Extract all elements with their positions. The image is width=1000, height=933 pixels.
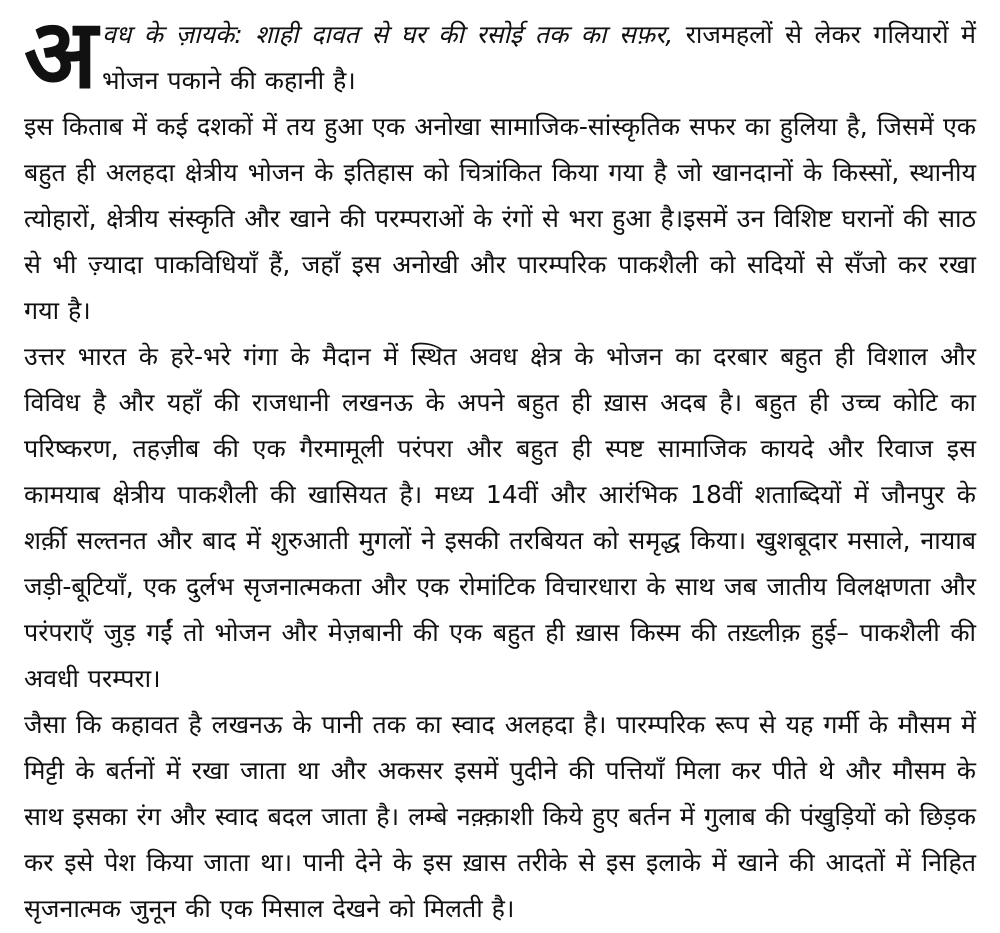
drop-cap: अ xyxy=(24,0,98,110)
body-paragraph-2: उत्तर भारत के हरे-भरे गंगा के मैदान में स्थित अवध क्षेत्र के भोजन का दरबार बहुत ही विशाल और विविध है और यहाँ की राजधानी लखनऊ के अपने बहुत ही ख़ास अदब है। बहुत ही उच्च कोटि का परिष्करण, तहज़ीब की एक गैरमामूली परंपरा और बहुत ही स्पष्ट सामाजिक कायदे और रिवाज इस कामयाब क्षेत्रीय पाकशैली की खासियत है। मध्य 14वीं और आरंभिक 18वीं शताब्दियों में जौनपुर के शर्क़ी सल्तनत और बाद में शुरुआती मुगलों ने इसकी तरबियत को समृद्ध किया। खुशबूदार मसाले, नायाब जड़ी-बूटियाँ, एक दुर्लभ सृजनात्मकता और एक रोमांटिक विचारधारा के साथ जब जातीय विलक्षणता और परंपराएँ जुड़ गईं तो भोजन और मेज़बानी की एक बहुत ही ख़ास किस्म की तख़्लीक़ हुई– पाकशैली की अवधी परम्परा। xyxy=(24,342,976,693)
body-paragraph-1: इस किताब में कई दशकों में तय हुआ एक अनोखा सामाजिक-सांस्कृतिक सफर का हुलिया है, जिसमें एक बहुत ही अलहदा क्षेत्रीय भोजन के इतिहास को चित्रांकित किया गया है जो खानदानों के किस्सों, स्थानीय त्योहारों, क्षेत्रीय संस्कृति और खाने की परम्पराओं के रंगों से भरा हुआ है।इसमें उन विशिष्ट घरानों की साठ से भी ज़्यादा पाकविधियाँ हैं, जहाँ इस अनोखी और पारम्परिक पाकशैली को सदियों से सँजो कर रखा गया है। xyxy=(24,112,976,325)
intro-paragraph xyxy=(24,0,976,110)
body-paragraph-3: जैसा कि कहावत है लखनऊ के पानी तक का स्वाद अलहदा है। पारम्परिक रूप से यह गर्मी के मौसम में मिट्टी के बर्तनों में रखा जाता था और अकसर इसमें पुदीने की पत्तियाँ मिला कर पीते थे और मौसम के साथ इसका रंग और स्वाद बदल जाता है। लम्बे नक़्क़ाशी किये हुए बर्तन में गुलाब की पंखुड़ियों को छिड़क कर इसे पेश किया जाता था। पानी देने के इस ख़ास तरीके से इस इलाके में खाने की आदतों में निहित सृजनात्मक जुनून की एक मिसाल देखने को मिलती है। xyxy=(24,710,976,923)
intro-text: राजमहलों से लेकर गलियारों में भोजन पकाने की कहानी है। xyxy=(102,20,976,95)
intro-italic-lead: वध के ज़ायके: शाही दावत से घर की रसोई तक का सफ़र, xyxy=(102,20,674,49)
document-page xyxy=(24,0,976,932)
